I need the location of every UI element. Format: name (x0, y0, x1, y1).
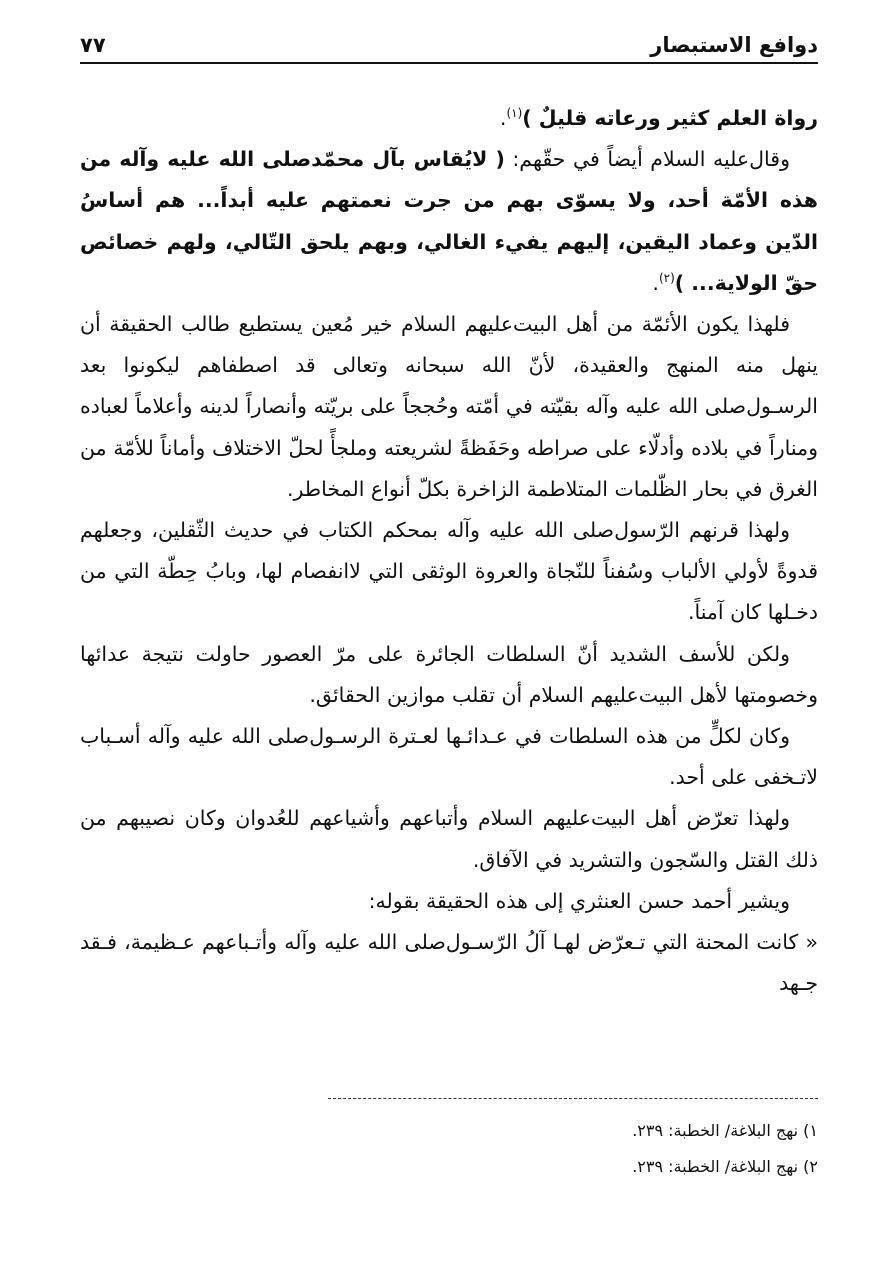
paragraph (80, 634, 818, 716)
text-run: « كانت المحنة التي تـعرّض لهـا آلُ الرّسـول‌صلى الله عليه وآله وأتـباعهم عـظيمة، فـقد جـهد (80, 930, 818, 996)
paragraph (80, 881, 818, 922)
page-number: ٧٧ (80, 33, 106, 57)
quoted-text: رواة العلم كثير ورعاته قليلٌ ) (522, 106, 818, 130)
text-run: وقال‌عليه السلام أيضاً في حقّهم: (504, 147, 790, 172)
footnotes (80, 1121, 818, 1193)
book-page (80, 28, 818, 1228)
text-run: فلهذا يكون الأئمّة من أهل البيت‌عليهم السلام خير مُعين يستطيع طالب الحقيقة أن ينهل منه المنهج والعقيدة، لأنّ الله سبحانه وتعالى قد اصطفاهم ليكونوا بعد الرسـول‌صلى الله عليه وآله بقيّته في أمّته وحُججاً على بريّته وأنصاراً لدينه وأعلاماً لعباده ومناراً في بلاده وأدلّاء على صراطه وحَفَظةً لشريعته وملجأً لحلّ الاختلاف وأماناً للأمّة من الغرق في بحار الظّلمات المتلاطمة الزاخرة بكلّ أنواع المخاطر. (80, 312, 818, 501)
footnote-2: ٢) نهج البلاغة/ الخطبة: ٢٣٩. (632, 1157, 818, 1176)
text-run: ولهذا قرنهم الرّسول‌صلى الله عليه وآله بمحكم الكتاب في حديث الثّقلين، وجعلهم قدوةً لأولي الألباب وسُفناً للنّجاة والعروة الوثقى التي لاانفصام لها، وبابُ حِطّة التي من دخـلها كان آمناً. (80, 518, 818, 625)
footnote-ref: (١) (506, 106, 523, 121)
footnote-ref: (٢) (658, 270, 675, 285)
page-header (80, 28, 818, 64)
text-run: ويشير أحمد حسن العنثري إلى هذه الحقيقة بقوله: (368, 888, 790, 913)
text-run: . (652, 270, 659, 295)
running-title: دوافع الاستبصار (650, 33, 818, 57)
paragraph (80, 98, 818, 139)
text-run: ولهذا تعرّض أهل البيت‌عليهم السلام وأتباعهم وأشياعهم للعُدوان وكان نصيبهم من ذلك القتل والسّجون والتشريد في الآفاق. (80, 806, 818, 872)
text-run: وكان لكلٍّ من هذه السلطات في عـدائـها لعـترة الرسـول‌صلى الله عليه وآله أسـباب لاتـخفى على أحد. (80, 724, 818, 790)
footnote-1: ١) نهج البلاغة/ الخطبة: ٢٣٩. (632, 1121, 818, 1140)
paragraph (80, 304, 818, 510)
quoted-text: ( لايُقاس بآل محمّد‌صلى الله عليه وآله من هذه الأمّة أحد، ولا يسوّى بهم من جرت نعمتهم عليه أبداً... هم أساسُ الدّين وعماد اليقين، إليهم يفيء الغالي، وبهم يلحق التّالي، ولهم خصائص حقّ الولاية... ) (80, 147, 818, 295)
paragraph (80, 922, 818, 1004)
text-run: . (499, 106, 507, 130)
paragraph (80, 798, 818, 880)
text-run: ولكن للأسف الشديد أنّ السلطات الجائرة على مرّ العصور حاولت نتيجة عدائها وخصومتها لأهل البيت‌عليهم السلام أن تقلب موازين الحقائق. (80, 641, 818, 707)
footnote-separator (328, 1098, 818, 1099)
body-text (80, 98, 818, 1004)
paragraph (80, 510, 818, 634)
paragraph (80, 139, 818, 304)
paragraph (80, 716, 818, 798)
